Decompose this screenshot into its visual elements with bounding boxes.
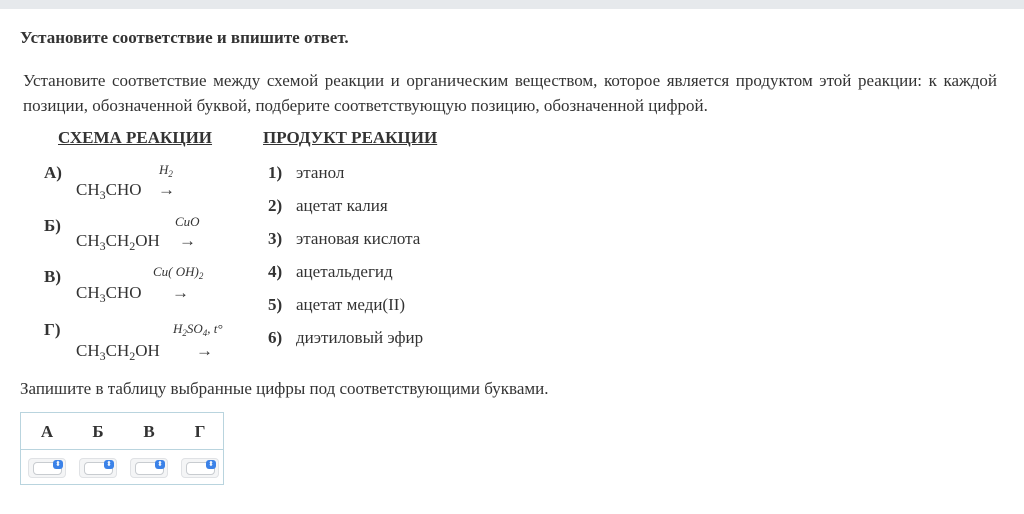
reaction-c-condition: Cu( $OH)_2$: [153, 264, 204, 281]
reaction-a-arrow: →: [158, 180, 175, 199]
reaction-a-condition: $H_2$: [159, 162, 173, 179]
up-down-chevron-icon: ⬍: [206, 460, 216, 469]
product-4-text: ацетальдегид: [296, 262, 393, 281]
product-4-number: 4): [268, 262, 283, 281]
product-column-header: ПРОДУКТ РЕАКЦИИ: [263, 128, 438, 147]
answer-table: [20, 412, 224, 485]
reaction-b-formula: $CH_3CH_2OH$: [76, 231, 160, 253]
reaction-d-formula: $CH_3CH_2OH$: [76, 341, 160, 363]
reaction-a-formula: $CH_3CHO$: [76, 180, 142, 202]
reaction-d-arrow: →: [196, 341, 213, 360]
answer-select-d[interactable]: [181, 458, 219, 478]
product-6-number: 6): [268, 328, 283, 347]
reaction-b-condition: CuO: [175, 214, 200, 229]
up-down-chevron-icon: ⬍: [53, 460, 63, 469]
product-3-number: 3): [268, 229, 283, 248]
product-5-number: 5): [268, 295, 283, 314]
instruction-text: Запишите в таблицу выбранные цифры под соответствующими буквами.: [20, 379, 549, 398]
reaction-b-letter: Б): [44, 216, 61, 235]
task-intro: Установите соответствие между схемой реакции и органическим веществом, которое является продуктом этой реакции: к каждой позиции, обозначенной буквой, подберите соответствующую позицию, обозначенной цифрой.: [23, 71, 997, 115]
reaction-d-condition: $H_2SO_4$, t°: [173, 321, 223, 338]
task-heading: Установите соответствие и впишите ответ.: [20, 28, 349, 47]
product-2-number: 2): [268, 196, 283, 215]
product-3-text: этановая кислота: [296, 229, 421, 248]
top-bar: [0, 0, 1024, 9]
product-5-text: ацетат меди(II): [296, 295, 406, 314]
reaction-d-letter: Г): [44, 320, 61, 339]
answer-letter-c: В: [143, 422, 155, 441]
up-down-chevron-icon: ⬍: [155, 460, 165, 469]
product-2-text: ацетат калия: [296, 196, 388, 215]
answer-select-c[interactable]: [130, 458, 168, 478]
product-6-text: диэтиловый эфир: [296, 328, 424, 347]
reaction-a-letter: А): [44, 163, 62, 182]
answer-letter-d: Г: [194, 422, 206, 441]
answer-letter-b: Б: [92, 422, 104, 441]
up-down-chevron-icon: ⬍: [104, 460, 114, 469]
reaction-c-arrow: →: [172, 283, 189, 302]
product-1-number: 1): [268, 163, 283, 182]
answer-letter-a: А: [40, 422, 54, 441]
answer-select-b[interactable]: [79, 458, 117, 478]
product-1-text: этанол: [296, 163, 345, 182]
reaction-b-arrow: →: [179, 231, 196, 250]
reaction-c-letter: В): [44, 267, 61, 286]
scheme-column-header: СХЕМА РЕАКЦИИ: [58, 128, 213, 147]
answer-select-a[interactable]: [28, 458, 66, 478]
reaction-c-formula: $CH_3CHO$: [76, 283, 142, 305]
